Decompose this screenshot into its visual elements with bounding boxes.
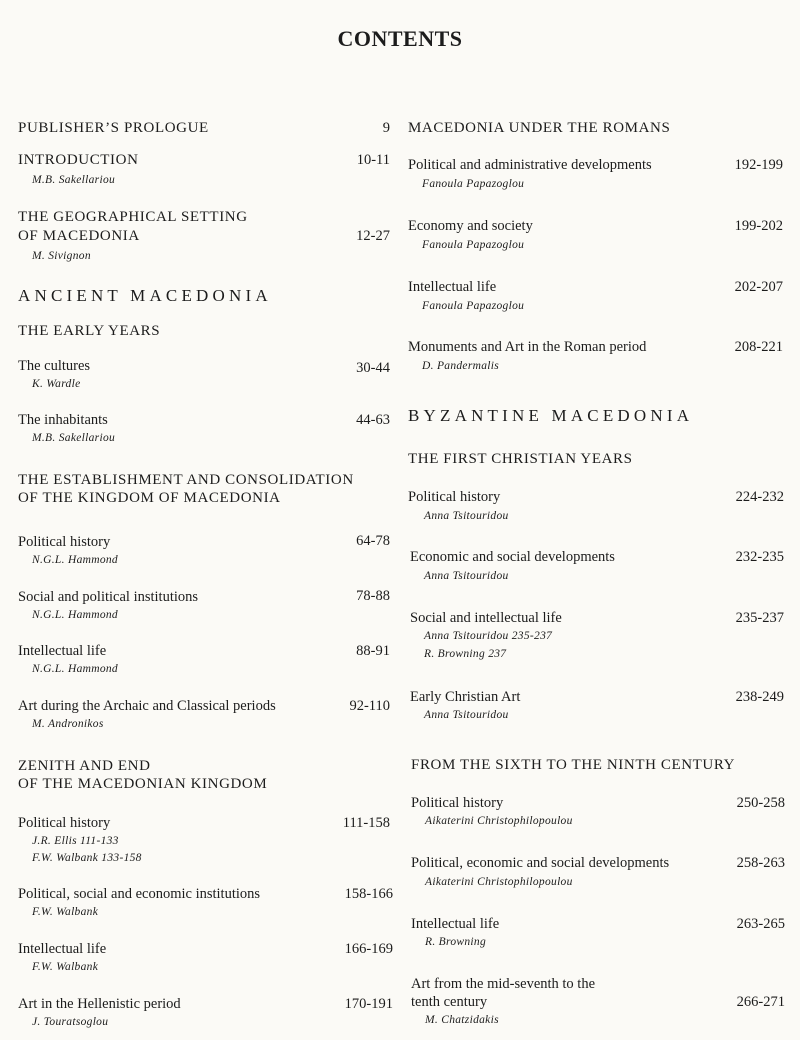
- toc-prologue-title[interactable]: PUBLISHER’S PROLOGUE: [18, 120, 209, 136]
- toc-entry-pages: 263-265: [736, 916, 785, 932]
- toc-entry-author: Anna Tsitouridou: [424, 510, 509, 522]
- toc-entry-pages: 199-202: [734, 218, 783, 234]
- section-heading-zenith-line2: OF THE MACEDONIAN KINGDOM: [18, 776, 268, 792]
- toc-entry-author: Fanoula Papazoglou: [422, 178, 525, 190]
- toc-introduction-pages: 10-11: [356, 152, 390, 168]
- toc-entry-pages: 88-91: [356, 643, 390, 659]
- toc-entry-title[interactable]: Political history: [18, 534, 111, 550]
- page-title: CONTENTS: [337, 26, 463, 51]
- toc-entry-pages: 224-232: [735, 489, 784, 505]
- toc-entry-title-line2[interactable]: tenth century: [411, 994, 488, 1010]
- toc-entry-pages: 166-169: [344, 941, 393, 957]
- toc-entry-title[interactable]: Intellectual life: [408, 279, 497, 295]
- toc-geo-pages: 12-27: [356, 228, 390, 244]
- toc-entry-pages: 192-199: [734, 157, 783, 173]
- toc-entry-author: N.G.L. Hammond: [32, 554, 118, 566]
- toc-entry-pages: 111-158: [342, 815, 390, 831]
- toc-entry-pages: 158-166: [344, 886, 393, 902]
- toc-entry-author: Anna Tsitouridou: [424, 570, 509, 582]
- toc-entry-pages: 64-78: [356, 533, 390, 549]
- toc-entry-pages: 208-221: [734, 339, 783, 355]
- toc-entry-pages: 266-271: [736, 994, 785, 1010]
- toc-entry-author: Aikaterini Christophilopoulou: [425, 815, 573, 827]
- toc-entry-author: F.W. Walbank: [32, 961, 99, 973]
- toc-entry-author: R. Browning: [425, 936, 487, 948]
- section-heading-sixth-ninth: FROM THE SIXTH TO THE NINTH CENTURY: [411, 757, 736, 773]
- toc-entry-author: J. Touratsoglou: [32, 1016, 109, 1028]
- toc-entry-author: M. Chatzidakis: [425, 1014, 499, 1026]
- toc-entry-title[interactable]: The cultures: [18, 358, 91, 374]
- toc-entry-title[interactable]: Social and political institutions: [18, 589, 199, 605]
- toc-introduction-title[interactable]: INTRODUCTION: [18, 152, 139, 168]
- toc-entry-pages: 232-235: [735, 549, 784, 565]
- toc-entry-title[interactable]: Social and intellectual life: [410, 610, 562, 626]
- toc-prologue-pages: 9: [382, 120, 390, 136]
- toc-entry-title[interactable]: Political and administrative developments: [408, 157, 652, 173]
- toc-geo-title-line1[interactable]: THE GEOGRAPHICAL SETTING: [18, 209, 248, 225]
- toc-entry-title[interactable]: The inhabitants: [18, 412, 108, 428]
- section-heading-romans: MACEDONIA UNDER THE ROMANS: [408, 120, 671, 136]
- toc-entry-pages: 78-88: [356, 588, 390, 604]
- toc-entry-pages: 238-249: [735, 689, 784, 705]
- toc-entry-title[interactable]: Intellectual life: [18, 941, 107, 957]
- toc-entry-pages: 202-207: [734, 279, 783, 295]
- toc-entry-title[interactable]: Economic and social developments: [410, 549, 615, 565]
- toc-entry-title[interactable]: Political history: [408, 489, 501, 505]
- toc-entry-pages: 30-44: [356, 360, 390, 376]
- toc-entry-author: Fanoula Papazoglou: [422, 300, 525, 312]
- toc-entry-author: N.G.L. Hammond: [32, 663, 118, 675]
- toc-entry-title[interactable]: Art during the Archaic and Classical periods: [18, 698, 276, 714]
- toc-entry-author: R. Browning 237: [424, 648, 507, 660]
- section-heading-early-years: THE EARLY YEARS: [18, 323, 161, 339]
- toc-entry-author: Fanoula Papazoglou: [422, 239, 525, 251]
- toc-entry-title[interactable]: Monuments and Art in the Roman period: [408, 339, 647, 355]
- toc-entry-author: Anna Tsitouridou: [424, 709, 509, 721]
- toc-entry-title-line1[interactable]: Art from the mid-seventh to the: [411, 976, 596, 992]
- part-heading-byzantine: BYZANTINE MACEDONIA: [408, 406, 694, 425]
- section-heading-christian: THE FIRST CHRISTIAN YEARS: [408, 451, 633, 467]
- toc-entry-title[interactable]: Art in the Hellenistic period: [18, 996, 181, 1012]
- toc-entry-author: D. Pandermalis: [422, 360, 500, 372]
- toc-entry-pages: 235-237: [735, 610, 784, 626]
- toc-entry-author: M.B. Sakellariou: [32, 432, 116, 444]
- toc-entry-author: N.G.L. Hammond: [32, 609, 118, 621]
- toc-entry-author: Anna Tsitouridou 235-237: [424, 630, 553, 642]
- toc-entry-author: F.W. Walbank 133-158: [32, 852, 142, 864]
- part-heading-ancient: ANCIENT MACEDONIA: [18, 286, 272, 305]
- toc-entry-title[interactable]: Economy and society: [408, 218, 533, 234]
- toc-entry-title[interactable]: Political, social and economic institutions: [18, 886, 261, 902]
- toc-entry-author: M. Andronikos: [32, 718, 104, 730]
- toc-entry-pages: 170-191: [344, 996, 393, 1012]
- toc-entry-author: K. Wardle: [32, 378, 81, 390]
- toc-introduction-author: M.B. Sakellariou: [32, 174, 116, 186]
- toc-entry-pages: 258-263: [736, 855, 785, 871]
- toc-geo-author: M. Sivignon: [32, 250, 91, 262]
- section-heading-kingdom-line2: OF THE KINGDOM OF MACEDONIA: [18, 490, 281, 506]
- toc-entry-pages: 44-63: [356, 412, 390, 428]
- toc-entry-title[interactable]: Early Christian Art: [410, 689, 521, 705]
- section-heading-zenith-line1: ZENITH AND END: [18, 758, 151, 774]
- toc-entry-title[interactable]: Political, economic and social developments: [411, 855, 670, 871]
- toc-entry-pages: 92-110: [349, 698, 390, 714]
- toc-entry-author: Aikaterini Christophilopoulou: [425, 876, 573, 888]
- toc-entry-author: F.W. Walbank: [32, 906, 99, 918]
- section-heading-kingdom-line1: THE ESTABLISHMENT AND CONSOLIDATION: [18, 472, 354, 488]
- toc-entry-author: J.R. Ellis 111-133: [32, 835, 119, 847]
- toc-entry-title[interactable]: Intellectual life: [18, 643, 107, 659]
- toc-entry-title[interactable]: Intellectual life: [411, 916, 500, 932]
- toc-geo-title-line2[interactable]: OF MACEDONIA: [18, 228, 140, 244]
- toc-entry-title[interactable]: Political history: [411, 795, 504, 811]
- toc-entry-pages: 250-258: [736, 795, 785, 811]
- toc-entry-title[interactable]: Political history: [18, 815, 111, 831]
